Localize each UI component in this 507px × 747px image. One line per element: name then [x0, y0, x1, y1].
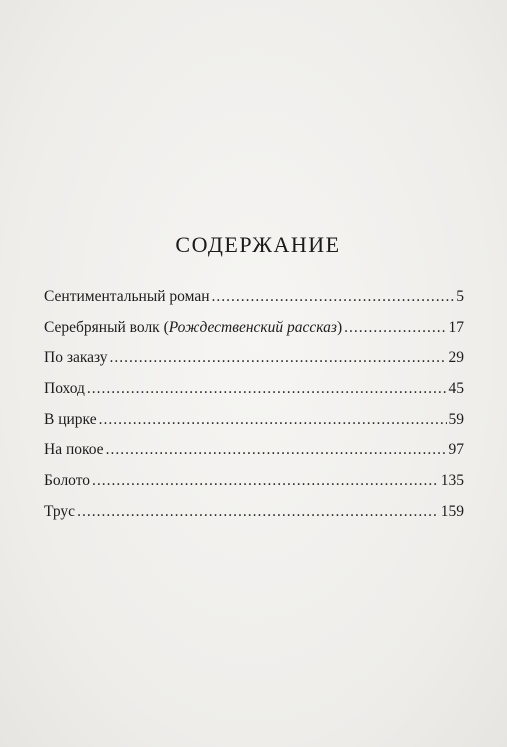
toc-entry-page: 59	[448, 410, 464, 428]
toc-entry-title: На покое	[44, 441, 104, 459]
toc-leader-dots	[99, 411, 447, 429]
toc-leader-dots	[344, 319, 446, 337]
toc-leader-dots	[106, 441, 447, 459]
toc-entry	[44, 411, 464, 442]
toc-entry-page: 159	[440, 502, 464, 520]
toc-entry	[44, 503, 464, 534]
toc-entry-title: По заказу	[44, 349, 108, 367]
toc-entry-page: 97	[448, 441, 464, 459]
toc-entry-title: Поход	[44, 380, 85, 398]
toc-entry-page: 45	[448, 380, 464, 398]
toc-leader-dots	[110, 349, 447, 367]
toc-leader-dots	[87, 380, 447, 398]
toc-entry-title: Болото	[44, 472, 91, 490]
toc-entry-page: 5	[456, 288, 464, 305]
toc-entry	[44, 288, 464, 319]
toc-entry	[44, 472, 464, 503]
toc-entry-page: 135	[440, 472, 464, 490]
toc-entry-title: Сентиментальный роман	[44, 288, 210, 305]
toc-entry-page: 17	[448, 318, 464, 336]
toc-entry	[44, 380, 464, 411]
toc-entry-subtitle: Рождественский рассказ	[168, 318, 337, 336]
toc-entry-title: Трус	[44, 502, 76, 520]
toc-entry-page: 29	[448, 349, 464, 367]
table-of-contents	[44, 230, 464, 534]
toc-entry	[44, 441, 464, 472]
toc-entry-title: В цирке	[44, 410, 97, 428]
toc-entry	[44, 319, 464, 350]
toc-heading: СОДЕРЖАНИЕ	[175, 232, 341, 257]
toc-leader-dots	[92, 472, 439, 490]
toc-entry-title: Серебряный волк (Рождественский рассказ)	[44, 318, 343, 336]
toc-leader-dots	[212, 288, 455, 306]
toc-entry	[44, 349, 464, 380]
toc-leader-dots	[77, 503, 439, 521]
